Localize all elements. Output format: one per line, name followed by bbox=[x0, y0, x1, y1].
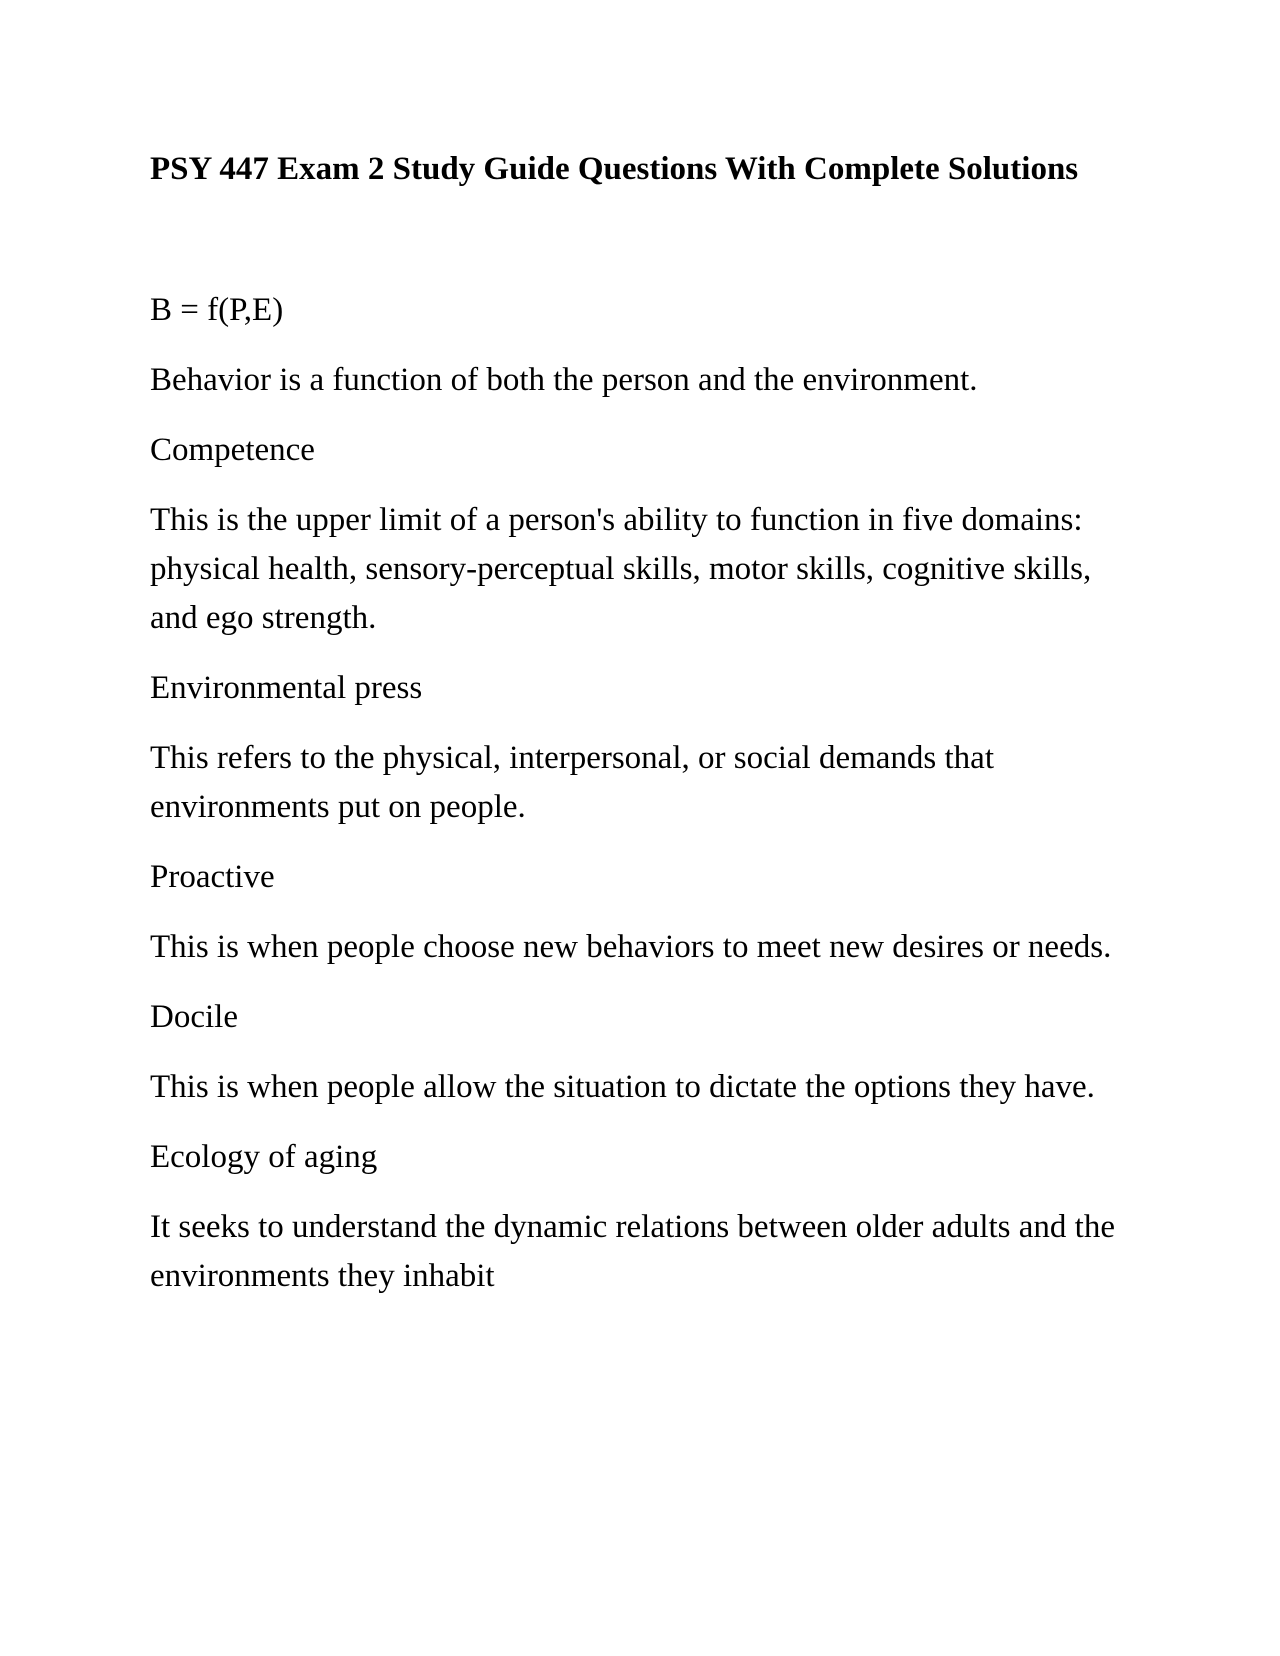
definition-ecology-of-aging: It seeks to understand the dynamic relations between older adults and the environments they inhabit bbox=[150, 1209, 1115, 1294]
term-proactive: Proactive bbox=[150, 859, 275, 895]
definition-docile: This is when people allow the situation to dictate the options they have. bbox=[150, 1069, 1095, 1105]
term-competence: Competence bbox=[150, 432, 315, 468]
flashcard-list bbox=[150, 286, 1140, 1301]
term-ecology-of-aging: Ecology of aging bbox=[150, 1139, 378, 1175]
definition-environmental-press: This refers to the physical, interpersonal, or social demands that environments put on people. bbox=[150, 740, 994, 825]
definition-b-f-p-e: Behavior is a function of both the person and the environment. bbox=[150, 362, 978, 398]
term-b-f-p-e: B = f(P,E) bbox=[150, 292, 284, 328]
definition-competence: This is the upper limit of a person's ability to function in five domains: physical health, sensory-perceptual skills, motor skills, cognitive skills, and ego strength. bbox=[150, 502, 1092, 636]
document-title: PSY 447 Exam 2 Study Guide Questions With Complete Solutions bbox=[150, 151, 1079, 187]
term-docile: Docile bbox=[150, 999, 238, 1035]
definition-proactive: This is when people choose new behaviors to meet new desires or needs. bbox=[150, 929, 1112, 965]
term-environmental-press: Environmental press bbox=[150, 670, 423, 706]
document-page bbox=[150, 145, 1140, 1322]
